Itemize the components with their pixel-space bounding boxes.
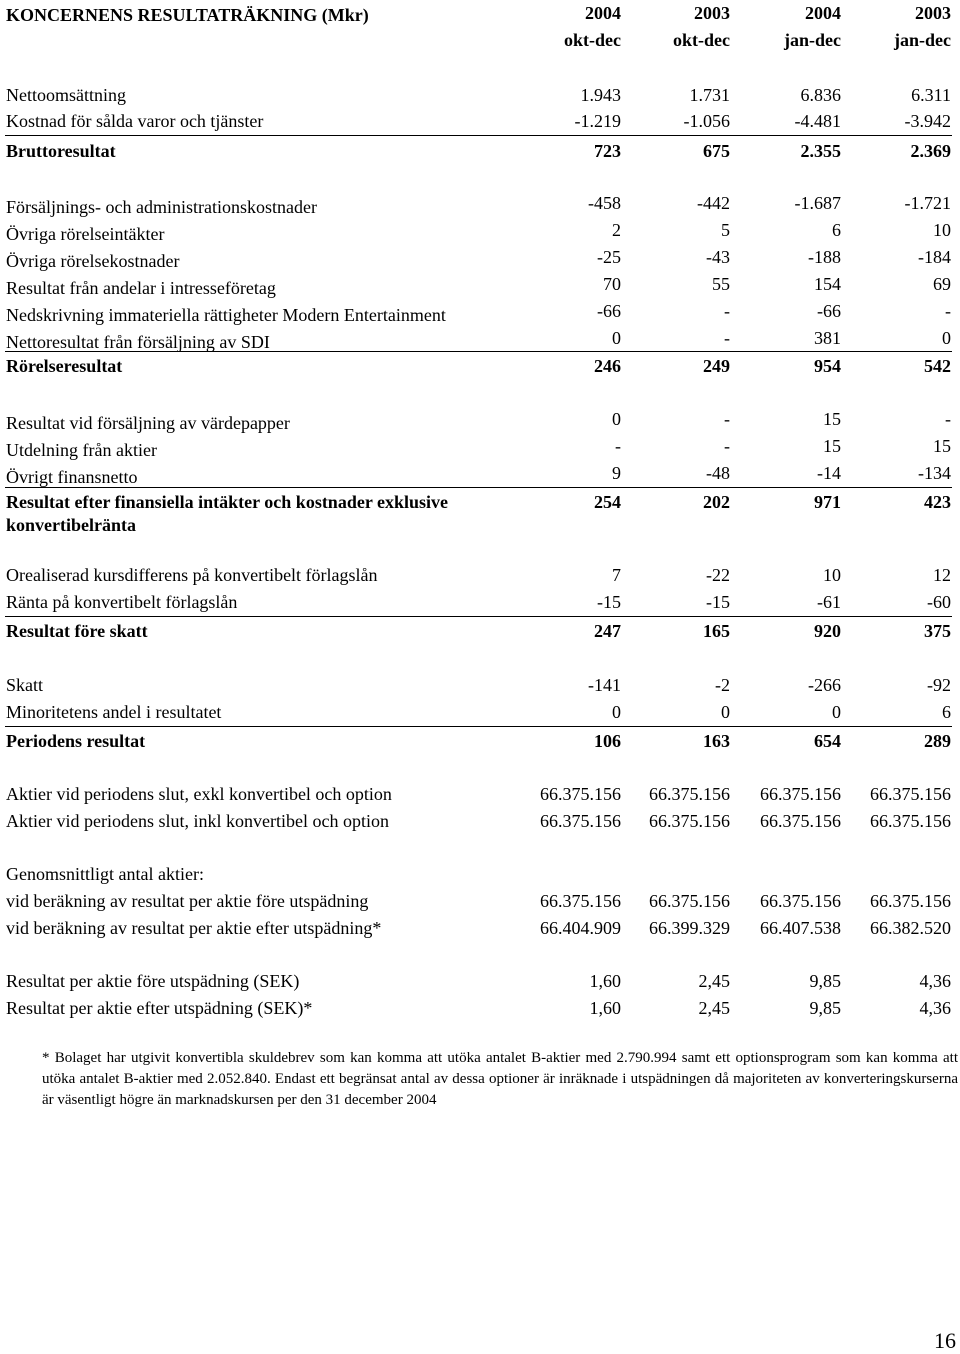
row-value: -458 (588, 193, 621, 213)
row-value: 2,45 (698, 971, 730, 991)
row-value: 1.731 (689, 85, 730, 105)
column-year: 2004 (805, 3, 841, 23)
row-value: -60 (927, 592, 951, 612)
column-period: jan-dec (894, 30, 951, 50)
row-label: Övrigt finansnetto (6, 467, 138, 487)
row-value: -1.721 (904, 193, 951, 213)
row-value: 1,60 (589, 971, 621, 991)
row-label: Periodens resultat (6, 731, 146, 751)
table-row (0, 917, 960, 943)
row-value: 15 (823, 436, 841, 456)
row-value: - (724, 436, 730, 456)
row-value: 10 (933, 220, 951, 240)
divider (5, 616, 952, 617)
row-label: Orealiserad kursdifferens på konvertibelt förlagslån (6, 565, 378, 585)
row-value: 1.943 (580, 85, 621, 105)
row-label: Aktier vid periodens slut, inkl konvertibel och option (6, 811, 389, 831)
row-value: 971 (814, 492, 841, 512)
row-value: -141 (588, 675, 621, 695)
table-row (0, 408, 960, 434)
row-value: -184 (918, 247, 951, 267)
row-value: 542 (924, 356, 951, 376)
row-label: Resultat per aktie före utspädning (SEK) (6, 971, 300, 991)
column-header-1 (511, 0, 621, 54)
table-row (0, 327, 960, 353)
row-value: 289 (924, 731, 951, 751)
table-row (0, 110, 960, 136)
column-period: okt-dec (673, 30, 730, 50)
row-value: 920 (814, 621, 841, 641)
row-value: -15 (597, 592, 621, 612)
row-value: 654 (814, 731, 841, 751)
row-label: Resultat efter finansiella intäkter och kostnader exklusive konvertibelränta (6, 492, 448, 535)
row-label: Genomsnittligt antal aktier: (6, 864, 204, 884)
row-value: - (724, 328, 730, 348)
row-label: Försäljnings- och administrationskostnader (6, 197, 317, 217)
row-value: 202 (703, 492, 730, 512)
row-value: 6.311 (911, 85, 951, 105)
row-value: 4,36 (919, 998, 951, 1018)
row-label: Resultat vid försäljning av värdepapper (6, 413, 290, 433)
table-row (0, 246, 960, 272)
row-label: vid beräkning av resultat per aktie efter utspädning* (6, 918, 382, 938)
row-value: 0 (612, 328, 621, 348)
row-value: 6 (832, 220, 841, 240)
row-value: -43 (706, 247, 730, 267)
row-value: 15 (823, 409, 841, 429)
row-value: 66.375.156 (870, 891, 951, 911)
column-year: 2003 (694, 3, 730, 23)
row-value: 5 (721, 220, 730, 240)
row-value: - (724, 409, 730, 429)
row-label: Resultat per aktie efter utspädning (SEK)* (6, 998, 313, 1018)
table-row (0, 462, 960, 488)
row-value: 1,60 (589, 998, 621, 1018)
row-value: 0 (612, 702, 621, 722)
row-value: 2.355 (800, 141, 841, 161)
row-value: 675 (703, 141, 730, 161)
row-value: -1.687 (794, 193, 841, 213)
row-value: 66.375.156 (870, 811, 951, 831)
table-row-subtotal (0, 491, 960, 539)
row-value: 0 (721, 702, 730, 722)
row-value: 6.836 (800, 85, 841, 105)
table-row (0, 674, 960, 700)
row-value: 66.375.156 (540, 891, 621, 911)
row-label: Minoritetens andel i resultatet (6, 702, 222, 722)
row-value: 9,85 (809, 998, 841, 1018)
divider (5, 487, 952, 488)
row-label: Nedskrivning immateriella rättigheter Modern Entertainment (6, 305, 446, 325)
row-value: 0 (612, 409, 621, 429)
table-row (0, 84, 960, 110)
row-value: 0 (832, 702, 841, 722)
row-value: 723 (594, 141, 621, 161)
row-value: 7 (612, 565, 621, 585)
column-year: 2003 (915, 3, 951, 23)
row-value: 12 (933, 565, 951, 585)
row-value: - (615, 436, 621, 456)
row-value: 66.375.156 (649, 784, 730, 804)
table-row (0, 970, 960, 996)
row-value: 2 (612, 220, 621, 240)
row-value: - (724, 301, 730, 321)
row-value: 4,36 (919, 971, 951, 991)
row-value: 6 (942, 702, 951, 722)
row-label: Skatt (6, 675, 44, 695)
footnote: * Bolaget har utgivit konvertibla skuldebrev som kan komma att utöka antalet B-aktier med 2.790.994 samt ett optionsprogram som kan komma att utöka antalet B-aktier med 2.052.840. Endast ett begränsat antal av dessa optioner är inräknade i utspädningen då majoriteten av konverteringskurserna är väsentligt högre än marknadskursen per den 31 december 2004 (42, 1050, 958, 1108)
row-value: 55 (712, 274, 730, 294)
table-row (0, 701, 960, 727)
row-value: 165 (703, 621, 730, 641)
row-value: 15 (933, 436, 951, 456)
row-label: Resultat från andelar i intresseföretag (6, 278, 276, 298)
column-year: 2004 (585, 3, 621, 23)
row-value: -15 (706, 592, 730, 612)
table-row (0, 890, 960, 916)
row-value: 247 (594, 621, 621, 641)
row-value: 375 (924, 621, 951, 641)
row-value: -92 (927, 675, 951, 695)
table-row-subtotal (0, 355, 960, 381)
column-header-3 (731, 0, 841, 54)
row-value: 66.375.156 (649, 811, 730, 831)
row-value: 423 (924, 492, 951, 512)
row-value: 66.407.538 (760, 918, 841, 938)
row-label: Rörelseresultat (6, 356, 123, 376)
row-value: -66 (817, 301, 841, 321)
table-row (0, 273, 960, 299)
row-value: -14 (817, 463, 841, 483)
table-row (0, 192, 960, 218)
table-row (0, 783, 960, 809)
row-value: -66 (597, 301, 621, 321)
row-value: -134 (918, 463, 951, 483)
row-value: -22 (706, 565, 730, 585)
row-value: - (945, 409, 951, 429)
table-row-total (0, 730, 960, 756)
row-value: 66.375.156 (540, 784, 621, 804)
row-value: 66.375.156 (760, 811, 841, 831)
row-value: 66.404.909 (540, 918, 621, 938)
row-value: 66.375.156 (540, 811, 621, 831)
row-value: -48 (706, 463, 730, 483)
row-value: -25 (597, 247, 621, 267)
column-header-2 (620, 0, 730, 54)
column-period: okt-dec (564, 30, 621, 50)
row-value: -2 (715, 675, 730, 695)
row-value: -1.219 (574, 111, 621, 131)
table-section-heading (0, 863, 960, 889)
row-label: Aktier vid periodens slut, exkl konvertibel och option (6, 784, 392, 804)
row-label: Utdelning från aktier (6, 440, 157, 460)
page-number: 16 (934, 1328, 956, 1353)
row-value: 381 (814, 328, 841, 348)
statement-title: KONCERNENS RESULTATRÄKNING (Mkr) (6, 5, 369, 25)
row-value: 249 (703, 356, 730, 376)
row-label: Övriga rörelseintäkter (6, 224, 165, 244)
row-value: 0 (942, 328, 951, 348)
table-row (0, 219, 960, 245)
row-value: -442 (697, 193, 730, 213)
row-value: 10 (823, 565, 841, 585)
row-value: 66.375.156 (649, 891, 730, 911)
row-value: 254 (594, 492, 621, 512)
row-value: 9 (612, 463, 621, 483)
row-value: 66.375.156 (870, 784, 951, 804)
column-period: jan-dec (784, 30, 841, 50)
divider (5, 351, 952, 352)
row-value: 70 (603, 274, 621, 294)
row-value: 2,45 (698, 998, 730, 1018)
table-row (0, 997, 960, 1023)
row-value: 246 (594, 356, 621, 376)
row-value: -266 (808, 675, 841, 695)
row-value: 9,85 (809, 971, 841, 991)
row-value: 954 (814, 356, 841, 376)
row-value: 154 (814, 274, 841, 294)
row-value: 66.375.156 (760, 784, 841, 804)
row-value: 2.369 (910, 141, 951, 161)
row-label: Kostnad för sålda varor och tjänster (6, 111, 264, 131)
row-value: 106 (594, 731, 621, 751)
row-value: 69 (933, 274, 951, 294)
divider (5, 726, 952, 727)
row-label: Nettoresultat från försäljning av SDI (6, 332, 270, 352)
row-value: -188 (808, 247, 841, 267)
table-row-subtotal (0, 620, 960, 646)
row-label: Ränta på konvertibelt förlagslån (6, 592, 238, 612)
row-value: - (945, 301, 951, 321)
row-value: 163 (703, 731, 730, 751)
row-value: -1.056 (683, 111, 730, 131)
column-header-4 (841, 0, 951, 54)
row-value: 66.399.329 (649, 918, 730, 938)
row-value: -61 (817, 592, 841, 612)
row-value: -3.942 (904, 111, 951, 131)
row-value: 66.382.520 (870, 918, 951, 938)
table-row (0, 564, 960, 590)
table-row (0, 435, 960, 461)
table-row (0, 810, 960, 836)
row-label: Övriga rörelsekostnader (6, 251, 180, 271)
row-label: vid beräkning av resultat per aktie före utspädning (6, 891, 369, 911)
row-label: Resultat före skatt (6, 621, 148, 641)
row-value: 66.375.156 (760, 891, 841, 911)
table-row (0, 591, 960, 617)
row-label: Bruttoresultat (6, 141, 116, 161)
row-label: Nettoomsättning (6, 85, 126, 105)
divider (5, 135, 952, 136)
table-row-subtotal (0, 140, 960, 166)
row-value: -4.481 (794, 111, 841, 131)
table-row (0, 300, 960, 326)
